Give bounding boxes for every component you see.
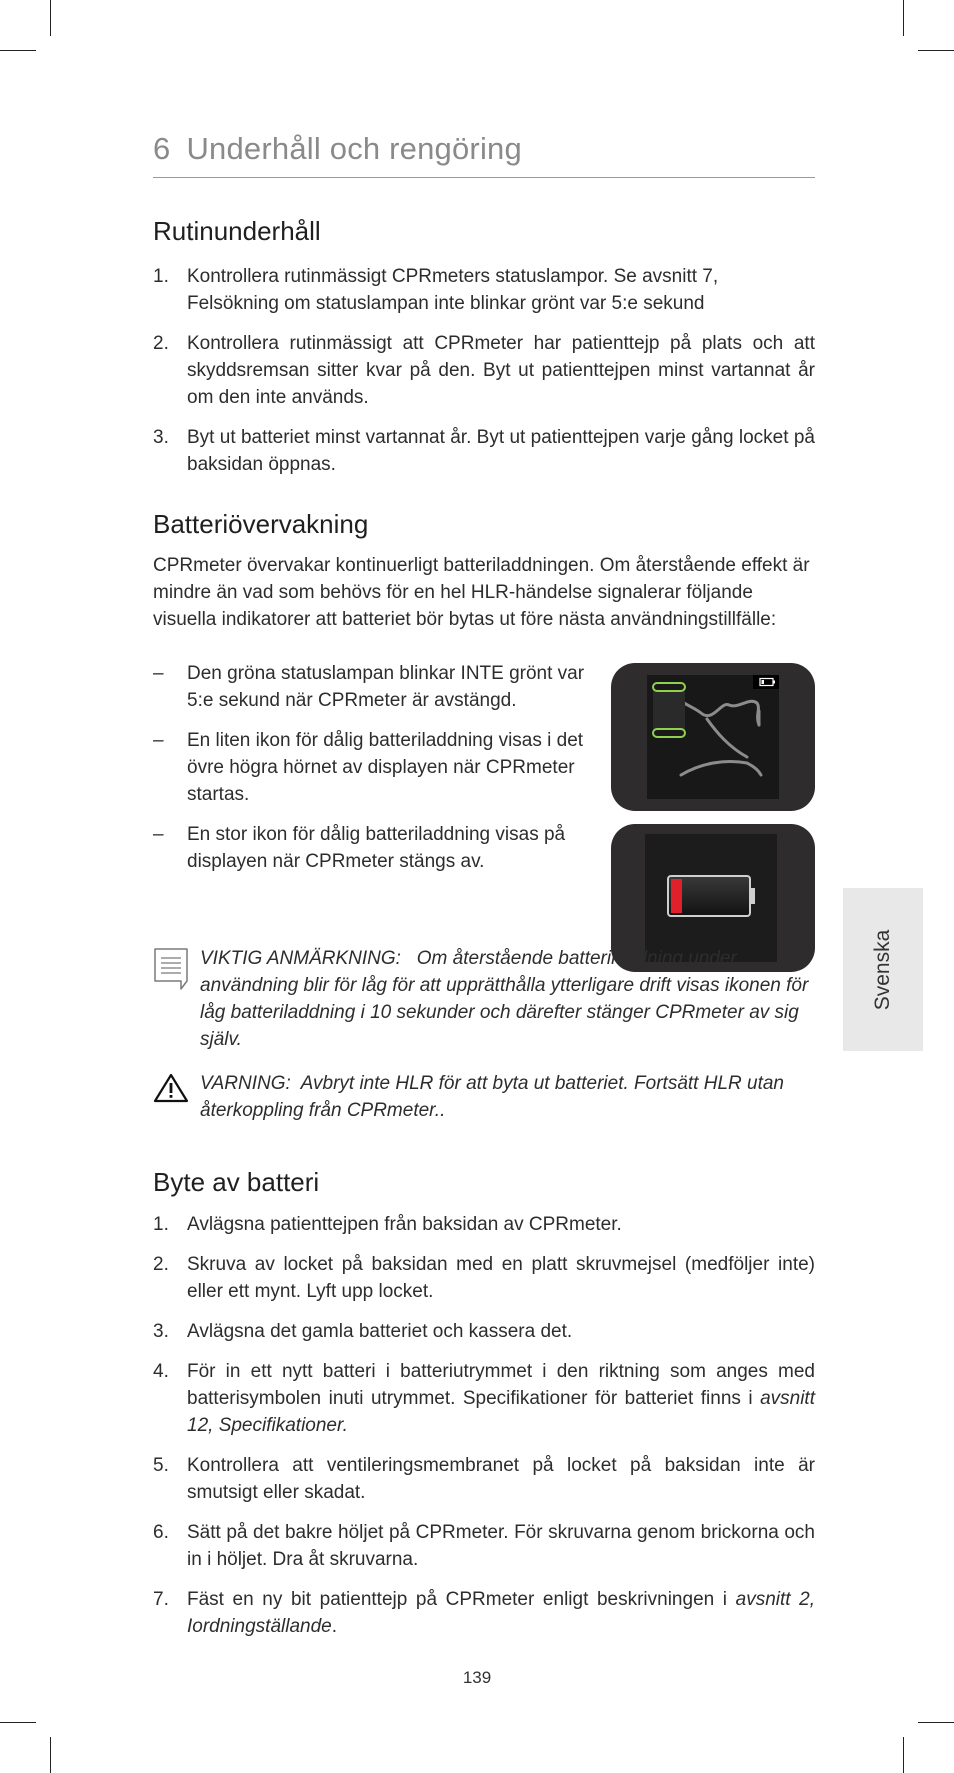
small-low-battery-icon [753, 675, 779, 689]
cross-reference: avsnitt 12, Specifikationer. [187, 1388, 815, 1436]
list-item: 1. Avlägsna patienttejpen från baksidan av CPRmeter. [153, 1214, 622, 1235]
list-item: 4. För in ett nytt batteri i batteriutrymmet i den riktning som anges med batterisymbolen inuti utrymmet. Specifikationer för batteriet finns i avsnitt 12, Specifikationer. [153, 1361, 815, 1436]
cpr-figure-icon [647, 675, 779, 799]
crop-mark [0, 1722, 36, 1723]
list-item: 2. Skruva av locket på baksidan med en platt skruvmejsel (medföljer inte) eller ett mynt. Lyft upp locket. [153, 1254, 815, 1302]
warning-label: VARNING: [200, 1073, 291, 1094]
crop-mark [903, 1737, 904, 1773]
crop-mark [918, 1722, 954, 1723]
list-item: 1. Kontrollera rutinmässigt CPRmeters statuslampor. Se avsnitt 7, Felsökning om statuslampan inte blinkar grönt var 5:e sekund [153, 266, 719, 314]
list-item: – Den gröna statuslampan blinkar INTE grönt var 5:e sekund när CPRmeter är avstängd. [153, 663, 585, 711]
crop-mark [50, 1737, 51, 1773]
battery-intro: CPRmeter övervakar kontinuerligt batteriladdningen. Om återstående effekt är mindre än vad som behövs för en hel HLR-händelse signalerar följande visuella indikatorer att batteriet bör bytas ut före nästa användningstillfälle: [153, 555, 810, 630]
list-item: – En stor ikon för dålig batteriladdning visas på displayen när CPRmeter stängs av. [153, 824, 566, 872]
list-item: 5. Kontrollera att ventileringsmembranet på locket på baksidan inte är smutsigt eller skadat. [153, 1455, 815, 1503]
section-heading-rutin: Rutinunderhåll [153, 216, 321, 246]
list-item: 7. Fäst en ny bit patienttejp på CPRmeter enligt beskrivningen i avsnitt 2, Iordningställande. [153, 1589, 815, 1637]
chapter-number: 6 [153, 131, 171, 166]
note-icon [153, 947, 189, 991]
chapter-rule [153, 177, 815, 178]
list-item: 3. Byt ut batteriet minst vartannat år. Byt ut patienttejpen varje gång locket på baksidan öppnas. [153, 427, 815, 475]
list-item: 6. Sätt på det bakre höljet på CPRmeter. För skruvarna genom brickorna och in i höljet. Dra åt skruvarna. [153, 1522, 815, 1570]
language-tab [843, 888, 923, 1051]
crop-mark [918, 50, 954, 51]
crop-mark [903, 0, 904, 36]
cross-reference: avsnitt 2, Iordningställande [187, 1589, 815, 1637]
list-item: 2. Kontrollera rutinmässigt att CPRmeter har patienttejp på plats och att skyddsremsan sitter kvar på den. Byt ut patienttejpen minst vartannat år om den inte används. [153, 333, 815, 408]
note-body: Om återstående batteriladdning under användning blir för låg för att upprätthålla ytterligare drift visas ikonen för låg batteriladdning i 10 sekunder och därefter stänger CPRmeter av sig själv. [200, 948, 809, 1050]
page-number: 139 [462, 1668, 492, 1687]
device-screen [647, 675, 779, 799]
device-screen [645, 834, 777, 962]
rutin-list [153, 263, 815, 491]
language-tab-label: Svenska [871, 929, 894, 1010]
note-label: VIKTIG ANMÄRKNING: [200, 948, 401, 969]
section-heading-replace: Byte av batteri [153, 1167, 320, 1197]
replace-list [153, 1211, 815, 1653]
important-note [153, 945, 815, 1053]
chapter-title [153, 131, 815, 167]
warning-triangle-icon [153, 1072, 189, 1104]
device-startup-display [611, 663, 815, 811]
crop-mark [0, 50, 36, 51]
section-heading-battery: Batteriövervakning [153, 509, 369, 539]
chapter-title-text: Underhåll och rengöring [186, 131, 522, 166]
warning [153, 1070, 815, 1124]
crop-mark [50, 0, 51, 36]
list-item: – En liten ikon för dålig batteriladdning visas i det övre högra hörnet av displayen när CPRmeter startas. [153, 730, 584, 805]
battery-indicator-list [153, 660, 593, 888]
large-low-battery-icon [645, 834, 777, 962]
list-item: 3. Avlägsna det gamla batteriet och kassera det. [153, 1321, 573, 1342]
warning-text: Avbryt inte HLR för att byta ut batteriet. Fortsätt HLR utan återkoppling från CPRmeter.. [200, 1073, 784, 1121]
